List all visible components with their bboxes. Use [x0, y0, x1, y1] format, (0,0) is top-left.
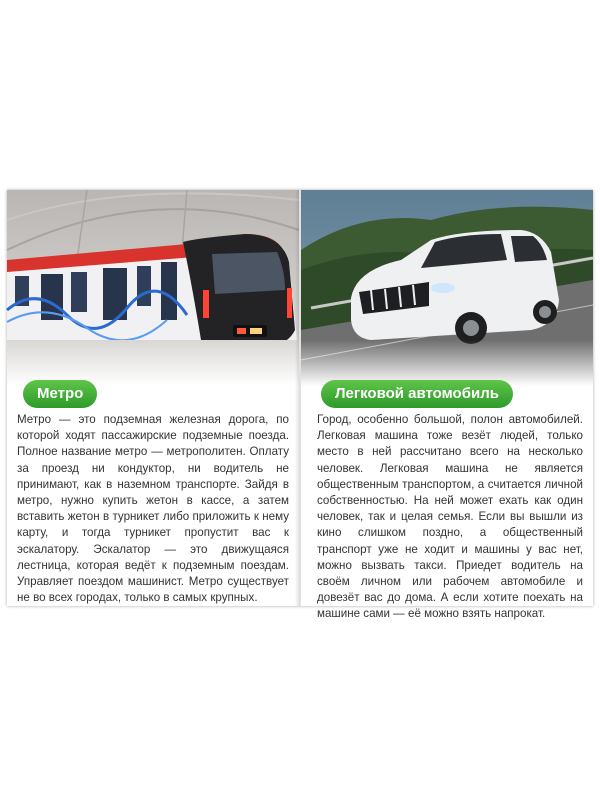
- page-left: [7, 190, 299, 606]
- car-text: Город, особенно большой, полон автомобилей. Легковая машина тоже везёт людей, только место в ней рассчитано всего на несколько человек. Легковая машина не является общественным транспортом, а считается личной собственностью. На ней может ехать как один человек, так и целая семья. Если вы вышли из кино слишком поздно, а общественный транспорт уже не ходит и машины у вас нет, можно вызвать такси. Приедет водитель на своём личном или рабочем автомобиле и довезёт вас до дома. А если хотите поехать на машине сами — её можно взять напрокат.: [317, 413, 583, 621]
- metro-heading: Метро: [23, 380, 97, 408]
- metro-text: Метро — это подземная железная дорога, по которой ходят пассажирские подземные поезда. Полное название метро — метрополитен. Оплату за проезд ни кондуктор, ни водитель не принимают, как в наземном транспорте. Зайдя в метро, нужно купить жетон в кассе, а затем вставить жетон в турникет либо приложить к нему карту, и тогда турникет пропустит вас к эскалатору. Эскалатор — это движущаяся лестница, которая ведёт к подземным поездам. Управляет поездом машинист. Метро существует не во всех городах, только в самых крупных.: [17, 413, 289, 605]
- metro-train-photo: [7, 190, 299, 386]
- book-spread: [7, 190, 593, 621]
- page-right: [301, 190, 593, 621]
- car-heading: Легковой автомобиль: [321, 380, 513, 408]
- suv-car-photo: [301, 190, 593, 386]
